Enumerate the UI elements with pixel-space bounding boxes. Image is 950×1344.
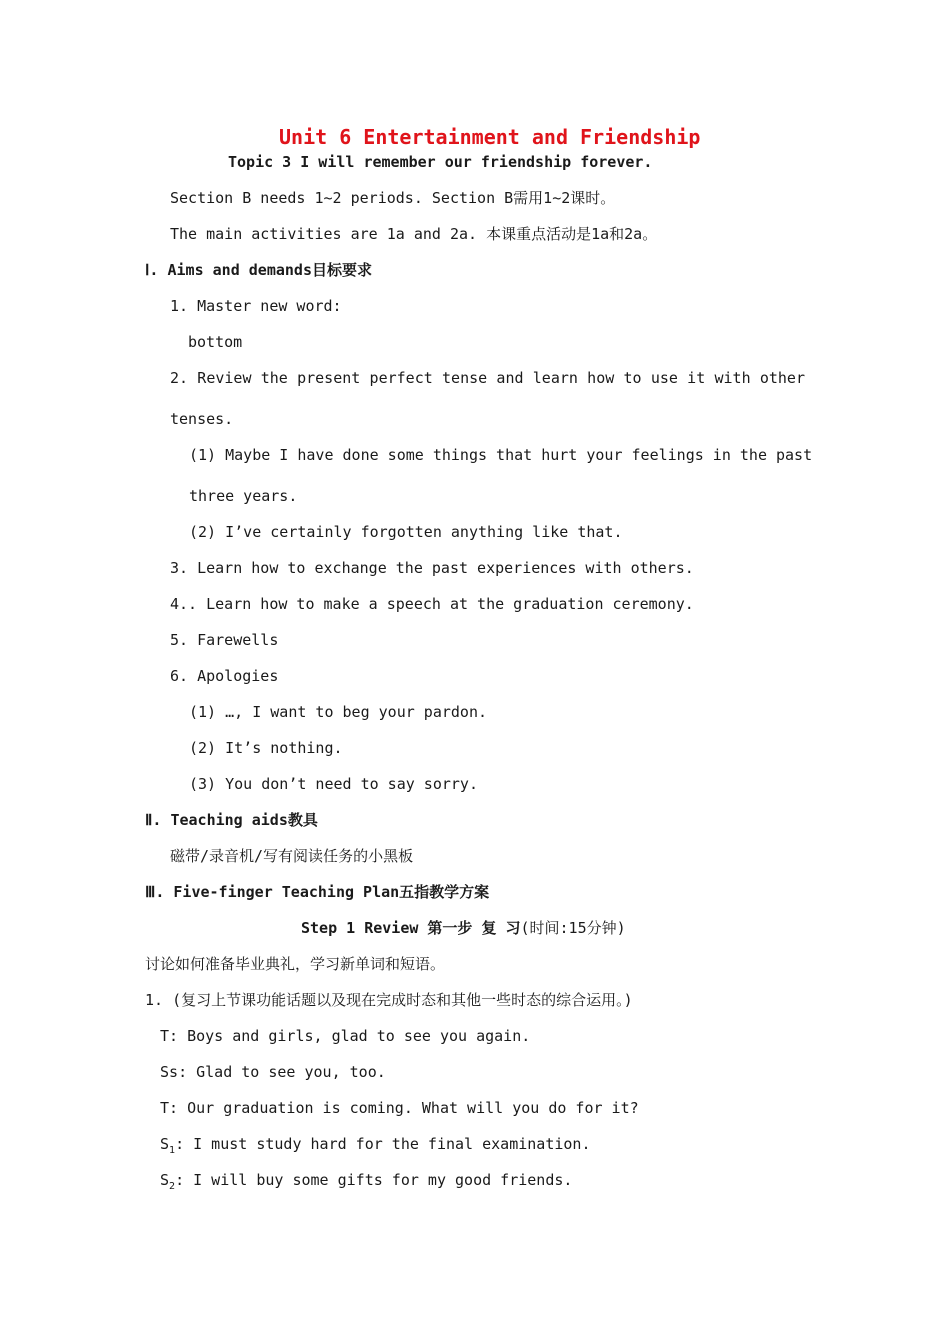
dialogue-text: : I must study hard for the final examination. <box>175 1135 591 1153</box>
dialogue-speaker: T <box>160 1099 170 1117</box>
intro-activities: The main activities are 1a and 2a. 本课重点活动是1a和2a。 <box>170 225 658 243</box>
document-title: Unit 6 Entertainment and Friendship <box>279 125 701 149</box>
aim-item-6-example-2: (2) It’s nothing. <box>189 739 343 757</box>
dialogue-line <box>160 1170 572 1190</box>
step-1-time: (时间:15分钟) <box>520 919 626 937</box>
step-1-heading <box>301 918 626 938</box>
dialogue-line <box>160 1134 590 1154</box>
aim-item-2-cont: tenses. <box>170 410 234 428</box>
dialogue-speaker: T <box>160 1027 170 1045</box>
section-2-heading: Ⅱ. Teaching aids教具 <box>145 811 318 829</box>
dialogue-speaker: S <box>160 1171 170 1189</box>
teaching-aids-content: 磁带/录音机/写有阅读任务的小黑板 <box>170 847 414 865</box>
aim-item-2-example-1-cont: three years. <box>189 487 298 505</box>
aim-item-6: 6. Apologies <box>170 667 279 685</box>
dialogue-speaker: Ss <box>160 1063 179 1081</box>
dialogue-text: : I will buy some gifts for my good friends. <box>175 1171 573 1189</box>
dialogue-speaker-index: 1 <box>169 1145 176 1156</box>
section-1-heading: Ⅰ. Aims and demands目标要求 <box>145 261 372 279</box>
aim-item-2-example-1: (1) Maybe I have done some things that hurt your feelings in the past <box>189 446 813 464</box>
aim-item-6-example-1: (1) …, I want to beg your pardon. <box>189 703 488 721</box>
step-1-description: 讨论如何准备毕业典礼，学习新单词和短语。 <box>145 955 446 973</box>
aim-item-6-example-3: (3) You don’t need to say sorry. <box>189 775 478 793</box>
dialogue-line <box>160 1026 530 1046</box>
intro-periods: Section B needs 1~2 periods. Section B需用1~2课时。 <box>170 189 616 207</box>
aim-item-3: 3. Learn how to exchange the past experiences with others. <box>170 559 694 577</box>
dialogue-speaker: S <box>160 1135 170 1153</box>
dialogue-speaker-index: 2 <box>169 1181 176 1192</box>
step-1-item-1: 1. (复习上节课功能话题以及现在完成时态和其他一些时态的综合运用。) <box>145 991 633 1009</box>
aim-item-1-word: bottom <box>188 333 243 351</box>
dialogue-text: : Boys and girls, glad to see you again. <box>169 1027 531 1045</box>
dialogue-line <box>160 1062 386 1082</box>
section-3-heading: Ⅲ. Five-finger Teaching Plan五指教学方案 <box>145 883 490 901</box>
aim-item-2-example-2: (2) I’ve certainly forgotten anything like that. <box>189 523 623 541</box>
dialogue-text: : Our graduation is coming. What will you do for it? <box>169 1099 639 1117</box>
aim-item-1: 1. Master new word: <box>170 297 342 315</box>
dialogue-line <box>160 1098 639 1118</box>
aim-item-4: 4.. Learn how to make a speech at the graduation ceremony. <box>170 595 694 613</box>
dialogue-text: : Glad to see you, too. <box>178 1063 386 1081</box>
aim-item-2: 2. Review the present perfect tense and learn how to use it with other <box>170 369 805 387</box>
aim-item-5: 5. Farewells <box>170 631 279 649</box>
step-1-title: Step 1 Review 第一步 复 习 <box>301 919 521 937</box>
document-subtitle: Topic 3 I will remember our friendship forever. <box>228 153 653 171</box>
